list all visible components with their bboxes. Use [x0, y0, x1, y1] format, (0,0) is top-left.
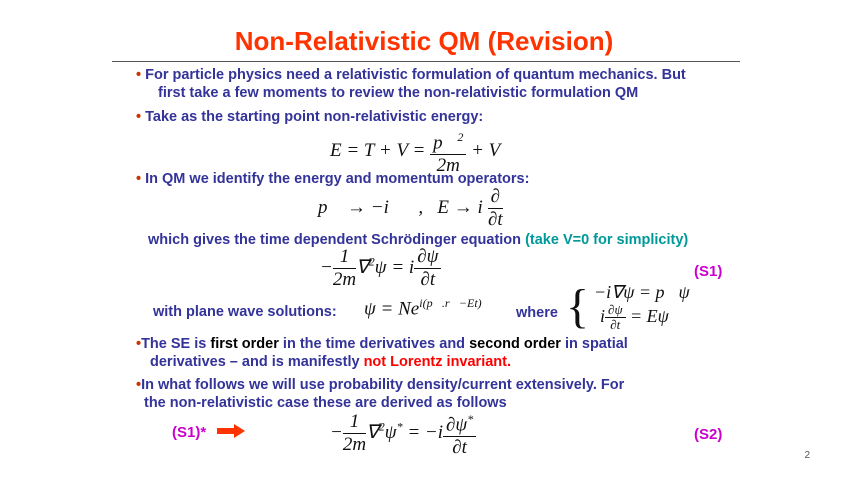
where-label: where	[516, 305, 558, 321]
bullet-1-line-2: first take a few moments to review the non-relativistic formulation QM	[158, 85, 639, 101]
plane-wave-label: with plane wave solutions:	[153, 304, 337, 320]
bullet-1	[136, 66, 756, 102]
se-text-4: derivatives – and is manifestly	[150, 354, 360, 370]
bullet-3-text: In QM we identify the energy and momentum operators:	[145, 171, 530, 187]
tag-s1-star: (S1)*	[172, 424, 207, 441]
page-number: 2	[804, 450, 810, 461]
se-not-lorentz: not Lorentz invariant.	[363, 354, 511, 370]
schrodinger-label: which gives the time dependent Schrödinger equation	[148, 232, 522, 248]
energy-equation: E = T + V = $\frac{p⃗^2}{2m}$ + V	[330, 126, 500, 177]
bullet-dot: •	[136, 109, 142, 125]
se-text-3: in spatial	[564, 336, 628, 352]
schrodinger-equation: − $\frac{1}{2m}$ ∇⃗$^2$ψ = i $\frac{\partial\psi}{\partial t}$	[320, 246, 441, 291]
right-arrow-icon	[217, 424, 245, 438]
plane-wave-relations: −i∇ψ = p⃗ψ i $\frac{\partial\psi}{\partial t}$ = Eψ	[594, 282, 690, 332]
tag-s2: (S2)	[694, 426, 723, 443]
se-bullet	[136, 335, 628, 371]
bullet-dot: •	[136, 67, 142, 83]
se-first-order: first order	[210, 336, 279, 352]
bullet-dot: •	[136, 336, 142, 352]
title-rule	[112, 61, 740, 62]
follows-bullet	[136, 376, 624, 412]
plane-wave-equation: $\psi = Ne^{i(p⃗.r⃗-Et)}$	[364, 296, 482, 320]
conjugate-equation: − $\frac{1}{2m}$ ∇⃗$^2$ψ* = −i $\frac{\partial\psi^*}{\partial t}$	[330, 408, 476, 459]
tag-s1: (S1)	[694, 263, 723, 280]
se-second-order: second order	[469, 336, 561, 352]
bullet-2	[136, 108, 483, 126]
operator-equation: p⃗ → −i∇⃗, E → i $\frac{\partial}{\partial t}$	[318, 186, 503, 230]
bullet-dot: •	[136, 171, 142, 187]
slide-title: Non-Relativistic QM (Revision)	[234, 26, 614, 56]
se-text-1: The SE is	[141, 336, 207, 352]
simplicity-note: (take V=0 for simplicity)	[525, 232, 689, 248]
follows-line-1: In what follows we will use probability density/current extensively. For	[141, 377, 625, 393]
follows-line-2: the non-relativistic case these are derived as follows	[144, 395, 507, 411]
se-text-2: in the time derivatives and	[282, 336, 466, 352]
brace: {	[566, 280, 590, 333]
bullet-1-line-1: For particle physics need a relativistic formulation of quantum mechanics. But	[145, 67, 686, 83]
bullet-2-text: Take as the starting point non-relativistic energy:	[145, 109, 484, 125]
bullet-dot: •	[136, 377, 142, 393]
